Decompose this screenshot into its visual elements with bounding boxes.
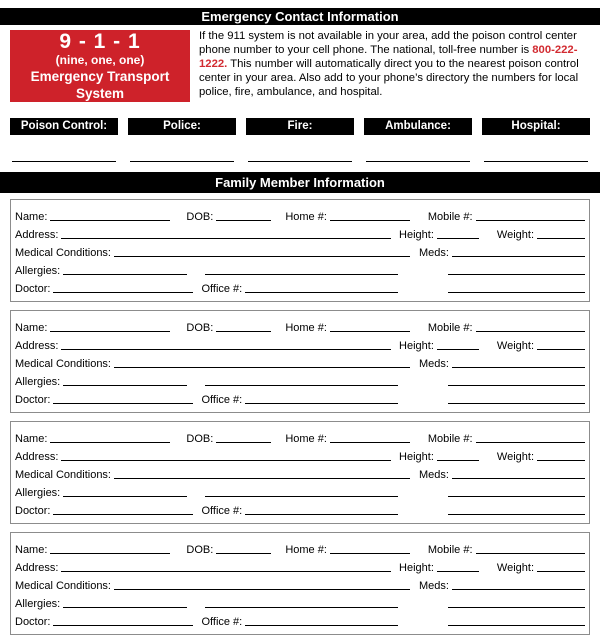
row-allergies bbox=[15, 592, 585, 610]
row-medical-meds bbox=[15, 352, 585, 370]
field-label-doctor: Doctor: bbox=[15, 616, 51, 628]
doctor-blank-line bbox=[53, 625, 193, 626]
row-doctor-office bbox=[15, 610, 585, 628]
field-label-home: Home #: bbox=[285, 322, 327, 334]
medical-conditions-blank-line bbox=[114, 367, 410, 368]
meds-column bbox=[419, 274, 585, 277]
field-label-weight: Weight: bbox=[496, 562, 534, 574]
meds-column bbox=[419, 496, 585, 499]
home-blank-line bbox=[330, 553, 410, 554]
allergies-extra-blank-line bbox=[205, 385, 398, 386]
mobile-blank-line bbox=[476, 331, 585, 332]
badge-911-pronunciation: (nine, one, one) bbox=[55, 53, 145, 67]
meds-blank-line bbox=[452, 367, 585, 368]
field-label-dob: DOB: bbox=[186, 211, 214, 223]
contact-blank-lines-row bbox=[10, 161, 590, 162]
field-label-office: Office #: bbox=[201, 394, 243, 406]
office-blank-line bbox=[245, 403, 398, 404]
field-label-doctor: Doctor: bbox=[15, 283, 51, 295]
family-member-header bbox=[0, 172, 600, 193]
weight-blank-line bbox=[537, 571, 585, 572]
row-name-dob-phones bbox=[15, 427, 585, 445]
dob-blank-line bbox=[216, 442, 271, 443]
height-blank-line bbox=[437, 238, 479, 239]
fire-blank-line bbox=[248, 161, 352, 162]
allergies-blank-line bbox=[63, 385, 187, 386]
meds-extra-blank-line bbox=[448, 625, 585, 626]
field-label-name: Name: bbox=[15, 322, 48, 334]
row-allergies bbox=[15, 481, 585, 499]
doctor-blank-line bbox=[53, 292, 193, 293]
poison-control-paragraph bbox=[190, 30, 590, 102]
medical-conditions-blank-line bbox=[114, 589, 410, 590]
mobile-blank-line bbox=[476, 220, 585, 221]
allergies-extra-blank-line bbox=[205, 274, 398, 275]
row-doctor-office bbox=[15, 499, 585, 517]
field-label-height: Height: bbox=[399, 229, 434, 241]
field-label-meds: Meds: bbox=[419, 469, 449, 481]
meds-column bbox=[419, 292, 585, 295]
field-label-address: Address: bbox=[15, 229, 59, 241]
row-medical-meds bbox=[15, 574, 585, 592]
home-blank-line bbox=[330, 331, 410, 332]
poison-control-blank-line bbox=[12, 161, 116, 162]
field-label-medical-conditions: Medical Conditions: bbox=[15, 469, 111, 481]
office-blank-line bbox=[245, 292, 398, 293]
dob-blank-line bbox=[216, 553, 271, 554]
meds-column bbox=[419, 385, 585, 388]
badge-911-caption: Emergency Transport System bbox=[30, 69, 170, 101]
row-name-dob-phones bbox=[15, 538, 585, 556]
paragraph-text-before: If the 911 system is not available in your area, add the poison control center phone number to your cell phone. The national, toll-free number is bbox=[199, 30, 577, 56]
address-blank-line bbox=[61, 571, 391, 572]
field-label-name: Name: bbox=[15, 433, 48, 445]
meds-column bbox=[419, 514, 585, 517]
badge-911 bbox=[10, 30, 190, 102]
paragraph-text-after: This number will automatically direct you to the nearest poison control center in your area. Also add to your phone’s directory the numbers for local police, fire, ambulance, and hospital. bbox=[199, 57, 579, 98]
row-medical-meds bbox=[15, 463, 585, 481]
member-section bbox=[10, 421, 590, 524]
contact-label-fire: Fire: bbox=[246, 118, 354, 135]
police-blank-line bbox=[130, 161, 234, 162]
meds-extra-blank-line bbox=[448, 274, 585, 275]
home-blank-line bbox=[330, 442, 410, 443]
height-blank-line bbox=[437, 571, 479, 572]
home-blank-line bbox=[330, 220, 410, 221]
member-section bbox=[10, 310, 590, 413]
address-blank-line bbox=[61, 238, 391, 239]
field-label-meds: Meds: bbox=[419, 247, 449, 259]
member-section bbox=[10, 532, 590, 635]
ambulance-blank-line bbox=[366, 161, 470, 162]
row-name-dob-phones bbox=[15, 205, 585, 223]
contact-label-hospital: Hospital: bbox=[482, 118, 590, 135]
meds-column bbox=[419, 403, 585, 406]
meds-extra-blank-line bbox=[448, 496, 585, 497]
field-label-mobile: Mobile #: bbox=[427, 544, 473, 556]
contact-label-poison-control: Poison Control: bbox=[10, 118, 118, 135]
row-address-height-weight bbox=[15, 445, 585, 463]
medical-conditions-blank-line bbox=[114, 256, 410, 257]
row-allergies bbox=[15, 259, 585, 277]
meds-blank-line bbox=[452, 478, 585, 479]
meds-column bbox=[419, 247, 585, 259]
field-label-dob: DOB: bbox=[186, 433, 214, 445]
field-label-allergies: Allergies: bbox=[15, 376, 61, 388]
name-blank-line bbox=[50, 331, 170, 332]
height-blank-line bbox=[437, 460, 479, 461]
address-blank-line bbox=[61, 460, 391, 461]
meds-blank-line bbox=[452, 589, 585, 590]
allergies-extra-blank-line bbox=[205, 496, 398, 497]
field-label-height: Height: bbox=[399, 451, 434, 463]
field-label-medical-conditions: Medical Conditions: bbox=[15, 358, 111, 370]
row-medical-meds bbox=[15, 241, 585, 259]
field-label-name: Name: bbox=[15, 544, 48, 556]
weight-blank-line bbox=[537, 349, 585, 350]
meds-extra-blank-line bbox=[448, 514, 585, 515]
field-label-weight: Weight: bbox=[496, 340, 534, 352]
row-address-height-weight bbox=[15, 223, 585, 241]
field-label-office: Office #: bbox=[201, 616, 243, 628]
row-address-height-weight bbox=[15, 334, 585, 352]
field-label-meds: Meds: bbox=[419, 358, 449, 370]
emergency-contact-title: Emergency Contact Information bbox=[201, 9, 399, 24]
mobile-blank-line bbox=[476, 442, 585, 443]
field-label-allergies: Allergies: bbox=[15, 598, 61, 610]
field-label-office: Office #: bbox=[201, 505, 243, 517]
field-label-weight: Weight: bbox=[496, 451, 534, 463]
field-label-address: Address: bbox=[15, 340, 59, 352]
meds-extra-blank-line bbox=[448, 292, 585, 293]
row-allergies bbox=[15, 370, 585, 388]
hospital-blank-line bbox=[484, 161, 588, 162]
meds-column bbox=[419, 580, 585, 592]
meds-column bbox=[419, 625, 585, 628]
contact-labels-row bbox=[10, 118, 590, 135]
doctor-blank-line bbox=[53, 514, 193, 515]
field-label-address: Address: bbox=[15, 451, 59, 463]
dob-blank-line bbox=[216, 331, 271, 332]
field-label-height: Height: bbox=[399, 340, 434, 352]
name-blank-line bbox=[50, 220, 170, 221]
contact-label-ambulance: Ambulance: bbox=[364, 118, 472, 135]
allergies-blank-line bbox=[63, 274, 187, 275]
field-label-home: Home #: bbox=[285, 211, 327, 223]
field-label-allergies: Allergies: bbox=[15, 487, 61, 499]
member-sections bbox=[10, 199, 590, 635]
row-name-dob-phones bbox=[15, 316, 585, 334]
contact-label-police: Police: bbox=[128, 118, 236, 135]
row-address-height-weight bbox=[15, 556, 585, 574]
name-blank-line bbox=[50, 442, 170, 443]
field-label-mobile: Mobile #: bbox=[427, 322, 473, 334]
dob-blank-line bbox=[216, 220, 271, 221]
meds-column bbox=[419, 469, 585, 481]
address-blank-line bbox=[61, 349, 391, 350]
allergies-extra-blank-line bbox=[205, 607, 398, 608]
field-label-name: Name: bbox=[15, 211, 48, 223]
name-blank-line bbox=[50, 553, 170, 554]
meds-column bbox=[419, 358, 585, 370]
emergency-contact-header bbox=[0, 8, 600, 25]
field-label-doctor: Doctor: bbox=[15, 505, 51, 517]
field-label-address: Address: bbox=[15, 562, 59, 574]
office-blank-line bbox=[245, 625, 398, 626]
field-label-weight: Weight: bbox=[496, 229, 534, 241]
member-section bbox=[10, 199, 590, 302]
field-label-allergies: Allergies: bbox=[15, 265, 61, 277]
row-doctor-office bbox=[15, 277, 585, 295]
field-label-home: Home #: bbox=[285, 544, 327, 556]
meds-column bbox=[419, 607, 585, 610]
field-label-medical-conditions: Medical Conditions: bbox=[15, 580, 111, 592]
family-member-title: Family Member Information bbox=[215, 175, 385, 190]
weight-blank-line bbox=[537, 238, 585, 239]
field-label-dob: DOB: bbox=[186, 322, 214, 334]
field-label-meds: Meds: bbox=[419, 580, 449, 592]
meds-extra-blank-line bbox=[448, 403, 585, 404]
height-blank-line bbox=[437, 349, 479, 350]
row-doctor-office bbox=[15, 388, 585, 406]
meds-extra-blank-line bbox=[448, 607, 585, 608]
mobile-blank-line bbox=[476, 553, 585, 554]
meds-blank-line bbox=[452, 256, 585, 257]
field-label-home: Home #: bbox=[285, 433, 327, 445]
medical-conditions-blank-line bbox=[114, 478, 410, 479]
field-label-height: Height: bbox=[399, 562, 434, 574]
field-label-doctor: Doctor: bbox=[15, 394, 51, 406]
field-label-mobile: Mobile #: bbox=[427, 211, 473, 223]
field-label-dob: DOB: bbox=[186, 544, 214, 556]
weight-blank-line bbox=[537, 460, 585, 461]
poison-control-phone-number: 800-222-1222. bbox=[199, 43, 578, 70]
field-label-mobile: Mobile #: bbox=[427, 433, 473, 445]
doctor-blank-line bbox=[53, 403, 193, 404]
meds-extra-blank-line bbox=[448, 385, 585, 386]
field-label-medical-conditions: Medical Conditions: bbox=[15, 247, 111, 259]
office-blank-line bbox=[245, 514, 398, 515]
badge-911-number: 9 - 1 - 1 bbox=[59, 30, 141, 53]
allergies-blank-line bbox=[63, 607, 187, 608]
allergies-blank-line bbox=[63, 496, 187, 497]
field-label-office: Office #: bbox=[201, 283, 243, 295]
emergency-info-row bbox=[10, 30, 590, 102]
